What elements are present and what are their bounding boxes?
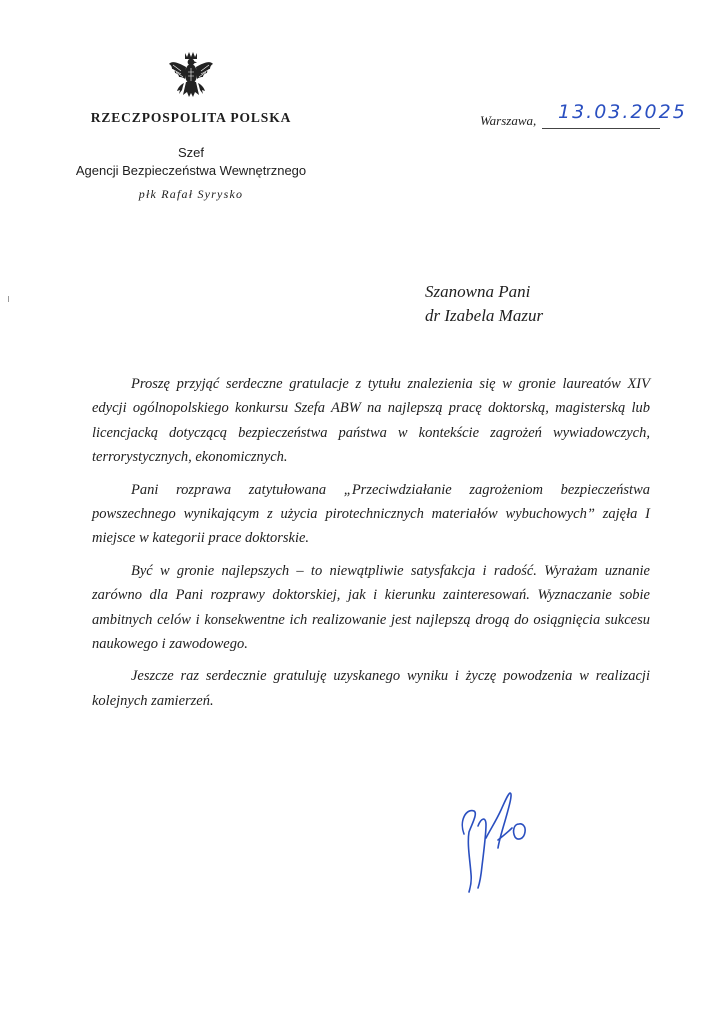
salutation-line-1: Szanowna Pani bbox=[425, 282, 531, 301]
letter-place: Warszawa, bbox=[480, 113, 537, 128]
scan-edge-mark bbox=[8, 296, 9, 302]
letter-body bbox=[92, 372, 650, 721]
handwritten-signature-icon bbox=[456, 788, 546, 896]
body-paragraph: Jeszcze raz serdecznie gratuluję uzyskanego wyniku i życzę powodzenia w realizacji kolejnych zamierzeń. bbox=[92, 668, 650, 709]
polish-eagle-emblem-icon bbox=[167, 50, 215, 104]
salutation bbox=[425, 280, 625, 328]
body-paragraph: Być w gronie najlepszych – to niewątpliwie satysfakcja i radość. Wyrażam uznanie zarówno dla Pani rozprawy doktorskiej, jak i kierunku zainteresowań. Wyznaczanie sobie ambitnych celów i konsekwentne ich realizowanie jest najlepszą drogą do osiągnięcia sukcesu naukowego i zawodowego. bbox=[92, 562, 650, 653]
body-paragraph: Pani rozprawa zatytułowana „Przeciwdziałanie zagrożeniom bezpieczeństwa powszechnego wynikającym z użycia pirotechnicznych materiałów wybuchowych” zajęła I miejsce w kategorii prace doktorskie. bbox=[92, 481, 650, 547]
position-title: Szef bbox=[177, 145, 204, 160]
date-underline bbox=[542, 128, 660, 129]
body-paragraph: Proszę przyjąć serdeczne gratulacje z tytułu znalezienia się w gronie laureatów XIV edycji ogólnopolskiego konkursu Szefa ABW na najlepszą pracę doktorską, magisterską lub licencjacką dotyczącą bezpieczeństwa państwa w kontekście zagrożeń wywiadowczych, terrorystycznych, ekonomicznych. bbox=[92, 376, 650, 466]
agency-name: Agencji Bezpieczeństwa Wewnętrznego bbox=[75, 163, 307, 178]
signatory-name: płk Rafał Syrysko bbox=[138, 187, 244, 201]
letter-date: 13.03.2025 bbox=[558, 101, 687, 123]
country-name: RZECZPOSPOLITA POLSKA bbox=[90, 110, 292, 125]
recipient-name: dr Izabela Mazur bbox=[425, 306, 544, 325]
